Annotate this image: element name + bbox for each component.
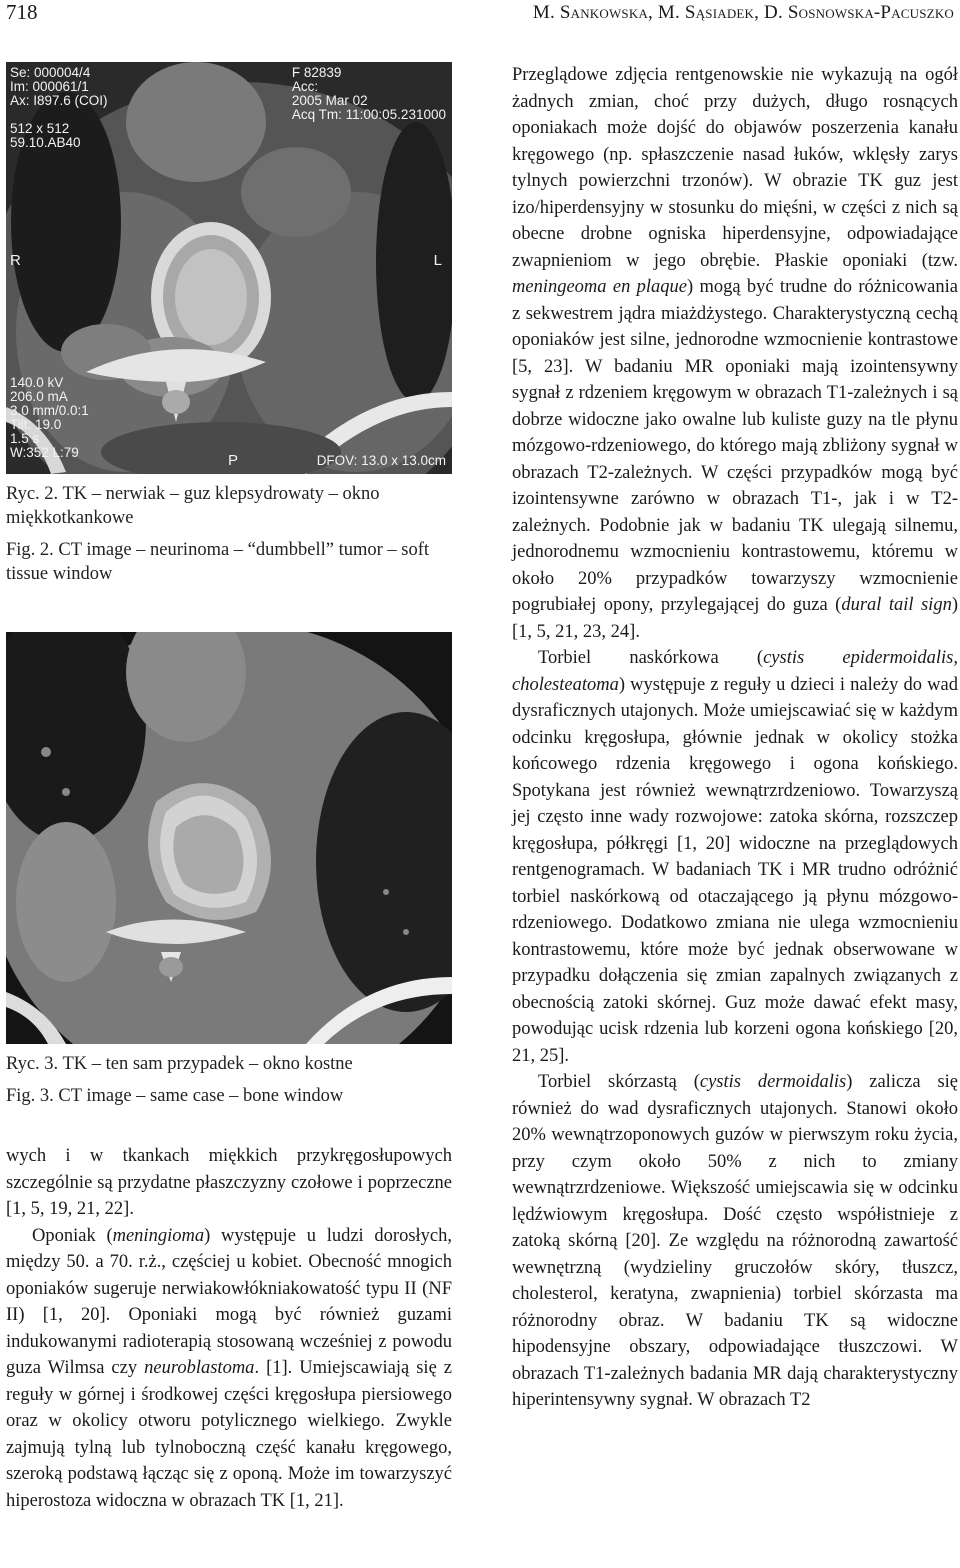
- text-run-italic: cystis dermoidalis: [699, 1072, 847, 1092]
- paragraph-radiography: [512, 62, 958, 645]
- text-run: ) występuje u ludzi dorosłych, między 50. a 70. r.ż., częściej u kobiet. Obecność mnogich oponiaków sugeruje nerwiakowłókniakowatość typu II (NF II) [1, 20]. Oponiaki mogą być również guzami indukowanymi radioterapią stosowaną wcześniej z powodu guza Wilmsa czy: [6, 1225, 453, 1378]
- figure-2-caption-pl: Ryc. 2. TK – nerwiak – guz klepsydrowaty – okno miękkotkankowe: [6, 484, 380, 528]
- ct-overlay-acquisition: 140.0 kV 206.0 mA 3.0 mm/0.0:1 Tilt: 19.0 1.5 s W:352 L:79: [10, 375, 89, 460]
- ct-overlay-study-info: F 82839 Acc: 2005 Mar 02 Acq Tm: 11:00:05.231000: [291, 65, 446, 122]
- ct-overlay-dfov: DFOV: 13.0 x 13.0cm: [316, 453, 446, 468]
- text-run-italic: dural tail sign: [841, 595, 952, 615]
- page-header: [0, 0, 960, 28]
- text-run: ) mogą być trudne do różnicowania z sekwestrem jądra miażdżystego. Charakterystyczną cechą oponiaków jest silne, jednorodne wzmocnienie kontrastowe [5, 23]. W badaniu MR oponiaki mają izointensywny sygnał z rdzeniem kręgowym w obrazach T1-zależnych i są dobrze widoczne jako owalne lub kuliste guzy na tle płynu mózgowo-rdzeniowego, do którego mają zbliżony sygnał w obrazach T2-zależnych. W części przypadków mogą być izointensywne zarówno w obrazach T1-, jak i w T2-zależnych. Podobnie jak w badaniu TK ulegają silnemu, jednorodnemu wzmocnieniu kontrastowemu, któremu w około 20% przypadków towarzyszy wzmocnienie pogrubiałej opony, przylegającej do guza (: [512, 277, 958, 615]
- text-run: . [1]. Umiejscawiają się z reguły w górnej i środkowej części kręgosłupa piersiowego oraz w okolicy otworu potylicznego wielkiego. Zwykle zajmują tylną lub tylnoboczną część kanału kręgowego, szeroką podstawą łącząc się z oponą. Może im towarzyszyć hiperostoza widoczna w obrazach TK [1, 21].: [6, 1358, 452, 1511]
- figure-2-ct-image: [6, 62, 452, 474]
- text-run: Torbiel skórzastą (: [538, 1072, 700, 1092]
- ct-orientation-right: R: [10, 252, 21, 269]
- ct-orientation-left: L: [433, 252, 442, 269]
- text-run-italic: neuroblastoma: [144, 1358, 255, 1378]
- paragraph-meningioma: [6, 1223, 452, 1515]
- paragraph-dermoid: [512, 1069, 958, 1414]
- figure-2-caption-en: Fig. 2. CT image – neurinoma – “dumbbell” tumor – soft tissue window: [6, 540, 430, 584]
- figure-3-ct-image: [6, 632, 452, 1044]
- text-run: Przeglądowe zdjęcia rentgenowskie nie wykazują na ogół żadnych zmian, choć przy dużych, długo rosnących oponiakach może dojść do objawów poszerzenia kanału kręgowego (np. spłaszczenie nasad łuków, wklęsły zarys tylnych powierzchni trzonów). W obrazie TK guz jest izo/hiperdensyjny w stosunku do mięśni, w części z nich są obecne drobne ogniska hiperdensyjne, odpowiadające zwapnieniom w jego obrębie. Płaskie oponiaki (tzw.: [512, 65, 958, 271]
- text-run: Oponiak (: [32, 1225, 113, 1246]
- figure-3-caption-en: Fig. 3. CT image – same case – bone window: [6, 1086, 344, 1106]
- text-run: ) zalicza się również do wad dysraficznych utajonych. Stanowi około 20% wewnątrzoponowych guzów w pierwszym roku życia, przy czym około 50% z nich to zmiany wewnątrzrdzeniowe. Większość umiejscawia się w odcinku lędźwiowym kręgosłupa. Dość często współistnieje z zatoką skórną [20]. Ze względu na różnorodną zawartość wewnętrzną (wydzieliny gruczołów skóry, tłuszcz, cholesterol, keratyna, zwapnienia) torbiel skórzasta ma różnorodny obraz. W badaniu TK są widoczne hipodensyjne obszary, odpowiadające tłuszczowi. W obrazach T1-zależnych badania MR dają charakterystyczny hiperintensywny sygnał. W obrazach T2: [512, 1072, 958, 1410]
- text-run-italic: meningioma: [112, 1225, 205, 1246]
- ct-orientation-posterior: P: [228, 452, 239, 469]
- figure-3-caption-pl: Ryc. 3. TK – ten sam przypadek – okno kostne: [6, 1054, 353, 1074]
- text-run: Torbiel naskórkowa (: [538, 648, 764, 668]
- paragraph-epidermoid: [512, 645, 958, 1069]
- text-run: ) [1, 5, 21, 23, 24].: [512, 595, 958, 642]
- page-number: 718: [6, 0, 38, 24]
- running-authors: M. Sankowska, M. Sąsiadek, D. Sosnowska-Pacuszko: [532, 2, 954, 23]
- right-column-text: [512, 62, 958, 1414]
- paragraph-continued: wych i w tkankach miękkich przykręgosłupowych szczególnie są przydatne płaszczyzny czołowe i poprzeczne [1, 5, 19, 21, 22].: [6, 1146, 452, 1219]
- left-column-text: [6, 1143, 452, 1514]
- ct-bone-window-scan: [6, 632, 452, 1044]
- text-run: ) występuje z reguły u dzieci i należy do wad dysraficznych utajonych. Może umiejscawiać się w każdym odcinku kręgosłupa, głównie jednak w okolicy stożka końcowego rdzenia kręgowego i ogona końskiego. Spotykana jest również wewnątrzrdzeniowo. Towarzyszą jej często inne wady rozwojowe: zatoka skórna, rozszczep kręgosłupa, półkręgi [1, 20] widoczne na przeglądowych rentgenogramach. W badaniach TK i MR trudno odróżnić torbiel naskórkową od otaczającego ją płynu mózgowo-rdzeniowego. Dodatkowo zmiana nie ulega wzmocnieniu kontrastowemu, które może być jednak obserwowane w przypadku dołączenia się zmian zapalnych związanych z obecnością zatoki skórnej. Guz może dawać efekt masy, powodując ucisk rdzenia lub korzeni ogona końskiego [20, 21, 25].: [512, 674, 958, 1066]
- text-run-italic: meningeoma en plaque: [512, 277, 687, 297]
- text-run-italic: cystis epidermoidalis, cholesteatoma: [512, 648, 958, 695]
- ct-overlay-series-info: Se: 000004/4 Im: 000061/1 Ax: I897.6 (COI) 512 x 512 59.10.AB40: [10, 65, 108, 150]
